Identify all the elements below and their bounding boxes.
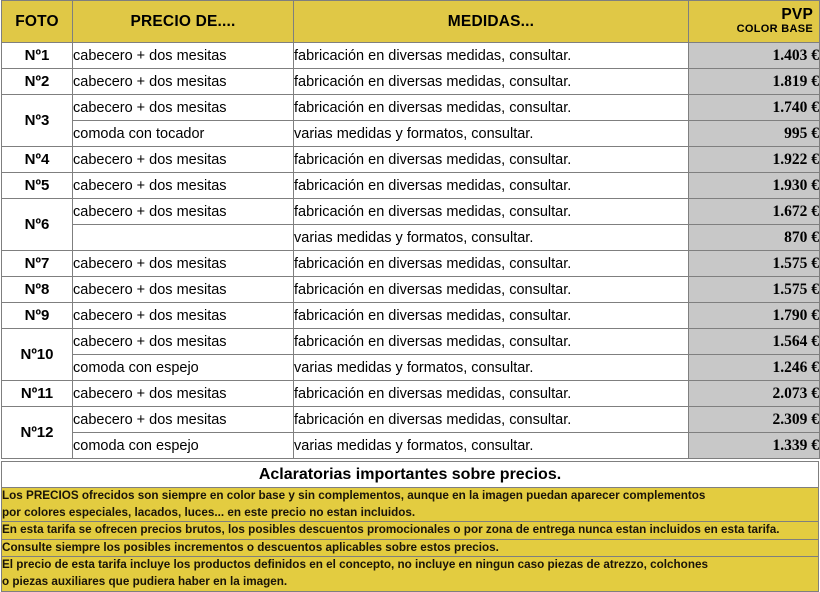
cell-precio: 2.309 € <box>689 407 820 433</box>
notes-title: Aclaratorias importantes sobre precios. <box>2 462 819 488</box>
note-emphasis: los posibles descuentos <box>228 523 364 537</box>
column-header-foto: FOTO <box>2 1 73 43</box>
table-row <box>2 355 820 381</box>
cell-precio: 1.564 € <box>689 329 820 355</box>
price-table <box>1 0 820 459</box>
table-row <box>2 121 820 147</box>
cell-foto: Nº3 <box>2 95 73 147</box>
cell-medidas: fabricación en diversas medidas, consultar. <box>294 407 689 433</box>
cell-medidas: fabricación en diversas medidas, consultar. <box>294 381 689 407</box>
cell-medidas: varias medidas y formatos, consultar. <box>294 225 689 251</box>
note-block <box>2 488 819 522</box>
cell-foto: Nº6 <box>2 199 73 251</box>
table-row <box>2 199 820 225</box>
note-line: o piezas auxiliares que pudiera haber en la imagen. <box>2 575 288 589</box>
note-row <box>2 557 819 591</box>
cell-foto: Nº12 <box>2 407 73 459</box>
cell-medidas: fabricación en diversas medidas, consultar. <box>294 173 689 199</box>
cell-medidas: varias medidas y formatos, consultar. <box>294 433 689 459</box>
cell-descripcion: cabecero + dos mesitas <box>73 43 294 69</box>
note-line: Los PRECIOS ofrecidos son siempre en color base y sin complementos, aunque en la imagen puedan aparecer complementos <box>2 489 706 502</box>
table-row <box>2 407 820 433</box>
cell-precio: 1.339 € <box>689 433 820 459</box>
table-row <box>2 433 820 459</box>
cell-precio: 1.930 € <box>689 173 820 199</box>
cell-descripcion: cabecero + dos mesitas <box>73 303 294 329</box>
cell-medidas: varias medidas y formatos, consultar. <box>294 121 689 147</box>
note-block <box>2 557 819 591</box>
cell-foto: Nº8 <box>2 277 73 303</box>
cell-precio: 870 € <box>689 225 820 251</box>
note-block <box>2 522 819 540</box>
cell-descripcion: cabecero + dos mesitas <box>73 277 294 303</box>
notes-body <box>2 488 819 592</box>
cell-descripcion: cabecero + dos mesitas <box>73 251 294 277</box>
cell-precio: 1.672 € <box>689 199 820 225</box>
note-line <box>2 522 818 539</box>
cell-descripcion: cabecero + dos mesitas <box>73 329 294 355</box>
cell-descripcion <box>73 225 294 251</box>
note-text: promocionales o por zona de entrega <box>363 523 579 537</box>
cell-foto: Nº7 <box>2 251 73 277</box>
column-header-pvp-title: PVP <box>781 6 813 24</box>
table-row <box>2 225 820 251</box>
cell-medidas: fabricación en diversas medidas, consultar. <box>294 69 689 95</box>
cell-precio: 1.740 € <box>689 95 820 121</box>
note-text: . <box>776 523 780 537</box>
cell-foto: Nº9 <box>2 303 73 329</box>
note-text: En esta tarifa se ofrecen precios brutos, <box>2 523 229 537</box>
table-row <box>2 303 820 329</box>
table-row <box>2 147 820 173</box>
cell-descripcion: cabecero + dos mesitas <box>73 173 294 199</box>
cell-precio: 1.246 € <box>689 355 820 381</box>
cell-medidas: fabricación en diversas medidas, consultar. <box>294 329 689 355</box>
cell-foto: Nº10 <box>2 329 73 381</box>
column-header-precio: PRECIO DE.... <box>73 1 294 43</box>
cell-medidas: fabricación en diversas medidas, consultar. <box>294 303 689 329</box>
cell-medidas: fabricación en diversas medidas, consultar. <box>294 277 689 303</box>
note-line: Consulte siempre los posibles incrementos o descuentos aplicables sobre estos precios. <box>2 540 499 554</box>
cell-medidas: fabricación en diversas medidas, consultar. <box>294 251 689 277</box>
cell-precio: 1.575 € <box>689 277 820 303</box>
cell-descripcion: cabecero + dos mesitas <box>73 95 294 121</box>
note-row <box>2 488 819 522</box>
cell-medidas: fabricación en diversas medidas, consultar. <box>294 147 689 173</box>
table-row <box>2 381 820 407</box>
note-line: El precio de esta tarifa incluye los productos definidos en el concepto, no incluye en ningun caso piezas de atrezzo, colchones <box>2 558 708 572</box>
note-emphasis: nunca estan incluidos en esta tarifa <box>578 523 777 537</box>
cell-descripcion: cabecero + dos mesitas <box>73 147 294 173</box>
note-block <box>2 539 819 557</box>
price-table-body <box>2 43 820 459</box>
cell-foto: Nº2 <box>2 69 73 95</box>
cell-medidas: fabricación en diversas medidas, consultar. <box>294 199 689 225</box>
cell-precio: 1.819 € <box>689 69 820 95</box>
cell-foto: Nº4 <box>2 147 73 173</box>
cell-medidas: fabricación en diversas medidas, consultar. <box>294 95 689 121</box>
cell-descripcion: comoda con tocador <box>73 121 294 147</box>
cell-descripcion: cabecero + dos mesitas <box>73 407 294 433</box>
cell-descripcion: cabecero + dos mesitas <box>73 199 294 225</box>
column-header-pvp-subtitle: COLOR BASE <box>736 23 813 36</box>
cell-descripcion: comoda con espejo <box>73 355 294 381</box>
notes-table <box>1 461 819 592</box>
cell-descripcion: comoda con espejo <box>73 433 294 459</box>
cell-precio: 1.403 € <box>689 43 820 69</box>
column-header-medidas: MEDIDAS... <box>294 1 689 43</box>
cell-precio: 1.790 € <box>689 303 820 329</box>
cell-descripcion: cabecero + dos mesitas <box>73 69 294 95</box>
cell-precio: 995 € <box>689 121 820 147</box>
notes-title-row <box>2 462 819 488</box>
table-row <box>2 69 820 95</box>
column-header-pvp <box>689 1 820 43</box>
cell-foto: Nº11 <box>2 381 73 407</box>
table-header-row <box>2 1 820 43</box>
note-line: por colores especiales, lacados, luces... en este precio no estan incluidos. <box>2 505 416 519</box>
cell-foto: Nº5 <box>2 173 73 199</box>
cell-medidas: fabricación en diversas medidas, consultar. <box>294 43 689 69</box>
cell-foto: Nº1 <box>2 43 73 69</box>
cell-precio: 1.922 € <box>689 147 820 173</box>
table-row <box>2 173 820 199</box>
note-row <box>2 539 819 557</box>
table-row <box>2 43 820 69</box>
table-row <box>2 277 820 303</box>
table-row <box>2 329 820 355</box>
cell-medidas: varias medidas y formatos, consultar. <box>294 355 689 381</box>
cell-precio: 2.073 € <box>689 381 820 407</box>
cell-precio: 1.575 € <box>689 251 820 277</box>
note-row <box>2 522 819 540</box>
table-row <box>2 95 820 121</box>
cell-descripcion: cabecero + dos mesitas <box>73 381 294 407</box>
table-row <box>2 251 820 277</box>
